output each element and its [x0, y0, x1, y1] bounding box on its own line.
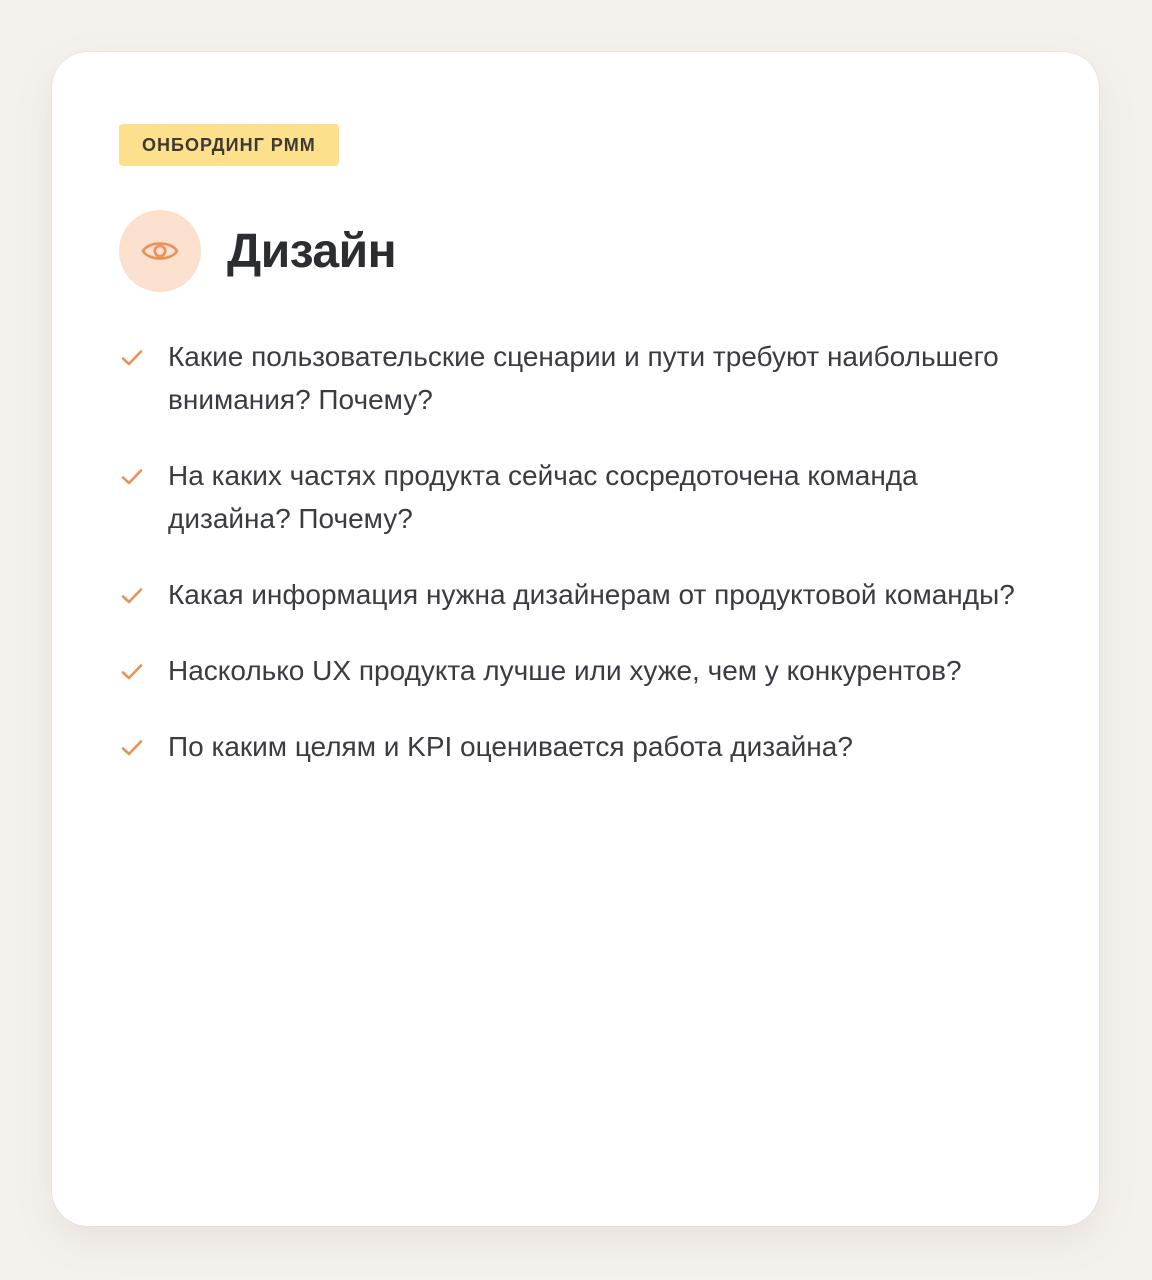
question-list — [119, 335, 1039, 801]
list-item — [119, 649, 1039, 692]
check-icon — [119, 583, 145, 609]
list-item-text: Насколько UX продукта лучше или хуже, чем у конкурентов? — [168, 655, 962, 686]
check-icon — [119, 659, 145, 685]
list-item-text: Какая информация нужна дизайнерам от продуктовой команды? — [168, 579, 1015, 610]
category-badge: ОНБОРДИНГ PMM — [119, 124, 339, 166]
check-icon — [119, 735, 145, 761]
list-item-text: По каким целям и KPI оценивается работа дизайна? — [168, 731, 853, 762]
content-card — [52, 52, 1099, 1226]
check-icon — [119, 464, 145, 490]
list-item-text: На каких частях продукта сейчас сосредоточена команда дизайна? Почему? — [168, 460, 918, 534]
list-item — [119, 335, 1039, 421]
section-header — [119, 210, 396, 292]
page-title: Дизайн — [227, 224, 397, 278]
eye-icon-badge — [119, 210, 201, 292]
list-item — [119, 725, 1039, 768]
list-item — [119, 454, 1039, 540]
check-icon — [119, 345, 145, 371]
list-item — [119, 573, 1039, 616]
eye-icon — [141, 238, 179, 264]
list-item-text: Какие пользовательские сценарии и пути требуют наибольшего внимания? Почему? — [168, 341, 999, 415]
